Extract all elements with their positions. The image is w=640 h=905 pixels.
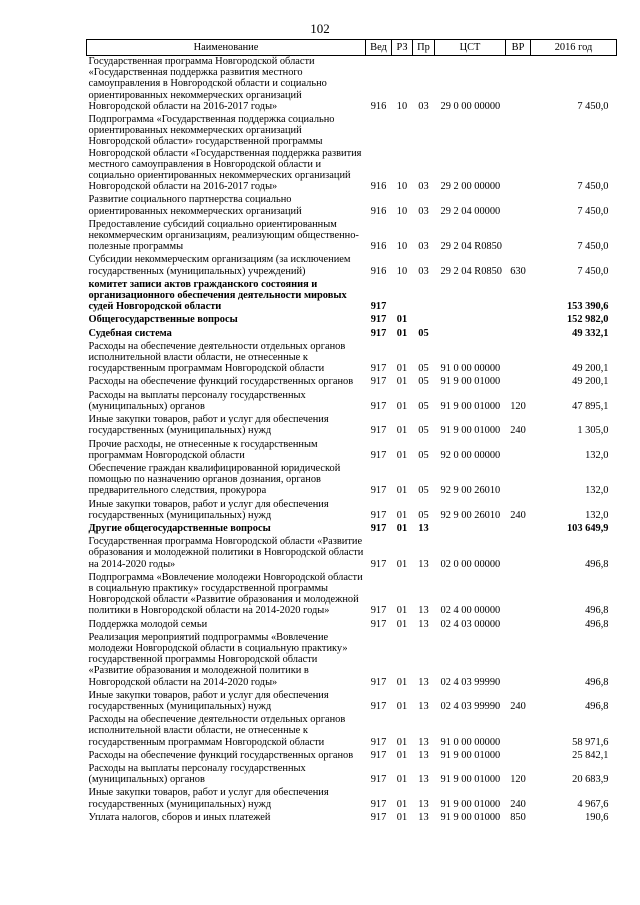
- cell-vr: 850: [510, 811, 526, 823]
- header-vr: ВР: [506, 40, 531, 56]
- cell-rz: 01: [396, 700, 408, 712]
- cell-cst: [435, 523, 506, 536]
- table-row: [87, 279, 617, 315]
- cell-pr: 13: [418, 558, 429, 570]
- cell-cst: 91 9 00 01000: [440, 798, 501, 810]
- cell-rz: 01: [396, 736, 408, 748]
- cell-sum: 103 649,9: [566, 522, 609, 534]
- cell-name: Расходы на обеспечение функций государственных органов: [88, 376, 354, 388]
- table-row: [87, 812, 617, 825]
- cell-rz: 01: [396, 376, 408, 388]
- cell-name: Уплата налогов, сборов и иных платежей: [88, 811, 271, 823]
- cell-ved: 917: [370, 376, 387, 388]
- cell-vr: 240: [510, 509, 526, 521]
- cell-pr: 05: [418, 425, 429, 437]
- cell-ved: 917: [370, 749, 387, 761]
- cell-name: Общегосударственные вопросы: [88, 314, 238, 326]
- cell-sum: 496,8: [585, 700, 609, 712]
- cell-cst: 02 4 00 00000: [440, 605, 501, 617]
- cell-pr: 03: [418, 241, 429, 253]
- cell-rz: 01: [396, 798, 408, 810]
- cell-sum: 496,8: [585, 676, 609, 688]
- cell-pr: 05: [418, 449, 429, 461]
- cell-cst: [435, 314, 506, 327]
- table-row: [87, 114, 617, 194]
- cell-rz: 01: [396, 485, 408, 497]
- cell-ved: 917: [370, 798, 387, 810]
- cell-rz: 01: [396, 363, 408, 375]
- cell-name: Подпрограмма «Государственная поддержка социально ориентированных некоммерческих организаций Новгородской области» государственной программы Новгородской области «Государственная поддержка развития местного самоуправления в Новгородской области и социально ориентированных некоммерческих организаций Новгородской области на 2016-2017 годы»: [88, 114, 362, 193]
- cell-sum: 1 305,0: [577, 425, 609, 437]
- cell-vr: [506, 536, 531, 572]
- cell-sum: 7 450,0: [577, 100, 609, 112]
- cell-ved: 917: [370, 363, 387, 375]
- header-rz: РЗ: [392, 40, 413, 56]
- cell-cst: 02 4 03 00000: [440, 618, 501, 630]
- cell-rz: 01: [396, 811, 408, 823]
- cell-cst: 29 2 00 00000: [440, 181, 501, 193]
- cell-rz: 01: [396, 522, 408, 534]
- table-row: [87, 690, 617, 714]
- cell-rz: 10: [396, 265, 408, 277]
- cell-sum: 132,0: [585, 509, 609, 521]
- header-ved: Вед: [366, 40, 392, 56]
- table-row: [87, 572, 617, 619]
- table-header-row: [87, 40, 617, 56]
- cell-pr: 05: [418, 509, 429, 521]
- cell-pr: 03: [418, 205, 429, 217]
- cell-rz: 01: [396, 327, 408, 339]
- cell-vr: [506, 439, 531, 463]
- cell-cst: 91 9 00 01000: [440, 774, 501, 786]
- header-cst: ЦСТ: [435, 40, 506, 56]
- table-row: [87, 750, 617, 763]
- cell-sum: 132,0: [585, 449, 609, 461]
- cell-ved: 917: [370, 774, 387, 786]
- cell-ved: 917: [370, 314, 387, 326]
- table-row: [87, 787, 617, 811]
- table-row: [87, 328, 617, 341]
- table-row: [87, 619, 617, 632]
- cell-rz: 01: [396, 676, 408, 688]
- cell-cst: 91 9 00 01000: [440, 400, 501, 412]
- cell-name: Реализация мероприятий подпрограммы «Вовлечение молодежи Новгородской области в социальную практику» государственной программы Новгородской области «Развитие образования и молодежной политики в Новгородской области на 2014-2020 годы»: [88, 631, 348, 688]
- cell-ved: 917: [370, 449, 387, 461]
- cell-sum: 25 842,1: [572, 749, 609, 761]
- table-row: [87, 763, 617, 787]
- cell-name: Расходы на обеспечение деятельности отдельных органов исполнительной власти области, не отнесенные к государственным программам Новгородской области: [88, 340, 346, 375]
- cell-ved: 917: [370, 522, 387, 534]
- cell-ved: 917: [370, 605, 387, 617]
- cell-name: Расходы на выплаты персоналу государственных (муниципальных) органов: [88, 389, 306, 412]
- cell-cst: 92 9 00 26010: [440, 485, 501, 497]
- cell-cst: [435, 279, 506, 315]
- cell-name: Поддержка молодой семьи: [88, 618, 208, 630]
- cell-ved: 917: [370, 736, 387, 748]
- cell-pr: 13: [418, 522, 429, 534]
- cell-ved: 916: [370, 100, 387, 112]
- cell-vr: 240: [510, 798, 526, 810]
- cell-vr: [506, 114, 531, 194]
- cell-sum: 7 450,0: [577, 181, 609, 193]
- cell-sum: 132,0: [585, 485, 609, 497]
- cell-pr: 13: [418, 811, 429, 823]
- header-pr: Пр: [413, 40, 435, 56]
- table-row: [87, 499, 617, 523]
- cell-name: Расходы на выплаты персоналу государственных (муниципальных) органов: [88, 762, 306, 786]
- cell-vr: [506, 219, 531, 255]
- cell-ved: 916: [370, 241, 387, 253]
- cell-vr: 240: [510, 425, 526, 437]
- table-row: [87, 523, 617, 536]
- cell-rz: [392, 279, 413, 315]
- cell-ved: 917: [370, 400, 387, 412]
- table-row: [87, 714, 617, 750]
- cell-pr: 03: [418, 181, 429, 193]
- table-row: [87, 463, 617, 499]
- cell-pr: 13: [418, 618, 429, 630]
- cell-rz: 10: [396, 181, 408, 193]
- cell-name: Развитие социального партнерства социально ориентированных некоммерческих организаций: [88, 194, 302, 217]
- cell-name: Обеспечение граждан квалифицированной юридической помощью по назначению органов дознания, органов предварительного следствия, прокурора: [88, 462, 341, 497]
- cell-rz: 01: [396, 605, 408, 617]
- table-row: [87, 536, 617, 572]
- cell-pr: 03: [418, 265, 429, 277]
- cell-pr: 13: [418, 798, 429, 810]
- table-row: [87, 314, 617, 327]
- cell-cst: 29 2 04 R0850: [440, 241, 502, 253]
- cell-pr: [413, 314, 435, 327]
- cell-ved: 917: [370, 811, 387, 823]
- cell-cst: 91 9 00 01000: [440, 425, 501, 437]
- cell-vr: [506, 714, 531, 750]
- cell-pr: 13: [418, 736, 429, 748]
- cell-name: Подпрограмма «Вовлечение молодежи Новгородской области в социальную практику» государственной программы Новгородской области «Развитие образования и молодежной политики в Новгородской области на 2014-2020 годы»: [88, 571, 363, 617]
- table-row: [87, 254, 617, 278]
- header-name: Наименование: [87, 40, 366, 56]
- cell-ved: 916: [370, 205, 387, 217]
- cell-cst: 02 0 00 00000: [440, 558, 501, 570]
- cell-pr: 13: [418, 605, 429, 617]
- cell-rz: 01: [396, 558, 408, 570]
- budget-table: [86, 39, 617, 825]
- cell-vr: 120: [510, 400, 526, 412]
- cell-name: Прочие расходы, не отнесенные к государственным программам Новгородской области: [88, 438, 318, 461]
- cell-name: Расходы на обеспечение деятельности отдельных органов исполнительной власти области, не отнесенные к государственным программам Новгородской области: [88, 714, 346, 748]
- cell-cst: 02 4 03 99990: [440, 700, 501, 712]
- cell-sum: 190,6: [585, 811, 609, 823]
- cell-rz: 10: [396, 205, 408, 217]
- cell-name: Иные закупки товаров, работ и услуг для обеспечения государственных (муниципальных) нужд: [88, 787, 329, 810]
- cell-vr: [506, 194, 531, 218]
- cell-pr: 05: [418, 485, 429, 497]
- cell-pr: 05: [418, 376, 429, 388]
- cell-sum: 49 200,1: [572, 363, 609, 375]
- cell-cst: 29 2 04 R0850: [440, 265, 502, 277]
- cell-rz: 01: [396, 449, 408, 461]
- cell-vr: 240: [510, 700, 526, 712]
- cell-rz: 01: [396, 425, 408, 437]
- cell-cst: 91 9 00 01000: [440, 749, 501, 761]
- table-row: [87, 439, 617, 463]
- cell-name: Иные закупки товаров, работ и услуг для обеспечения государственных (муниципальных) нужд: [88, 498, 329, 521]
- cell-vr: 120: [510, 774, 526, 786]
- cell-name: Государственная программа Новгородской области «Развитие образования и молодежной политики в Новгородской области на 2014-2020 годы»: [88, 536, 364, 570]
- cell-cst: 29 0 00 00000: [440, 100, 501, 112]
- table-row: [87, 632, 617, 690]
- cell-name: Субсидии некоммерческим организациям (за исключением государственных (муниципальных) учреждений): [88, 254, 351, 277]
- cell-ved: 917: [370, 327, 387, 339]
- cell-cst: 91 0 00 00000: [440, 363, 501, 375]
- table-row: [87, 194, 617, 218]
- cell-rz: 01: [396, 509, 408, 521]
- cell-vr: [506, 619, 531, 632]
- cell-sum: 7 450,0: [577, 205, 609, 217]
- cell-cst: 92 9 00 26010: [440, 509, 501, 521]
- cell-sum: 4 967,6: [577, 798, 609, 810]
- cell-cst: 02 4 03 99990: [440, 676, 501, 688]
- cell-ved: 916: [370, 181, 387, 193]
- cell-vr: [506, 328, 531, 341]
- cell-sum: 7 450,0: [577, 241, 609, 253]
- table-row: [87, 219, 617, 255]
- cell-cst: [435, 328, 506, 341]
- table-row: [87, 376, 617, 389]
- cell-cst: 92 0 00 00000: [440, 449, 501, 461]
- cell-ved: 917: [370, 301, 387, 313]
- cell-vr: [506, 750, 531, 763]
- cell-cst: 29 2 04 00000: [440, 205, 501, 217]
- cell-pr: [413, 279, 435, 315]
- table-row: [87, 390, 617, 414]
- page-number: 102: [310, 21, 330, 36]
- cell-name: Другие общегосударственные вопросы: [88, 522, 271, 534]
- cell-vr: [506, 572, 531, 619]
- cell-cst: 91 9 00 01000: [440, 811, 501, 823]
- cell-rz: 01: [396, 400, 408, 412]
- cell-name: Иные закупки товаров, работ и услуг для обеспечения государственных (муниципальных) нужд: [88, 689, 329, 712]
- cell-pr: 13: [418, 749, 429, 761]
- cell-name: комитет записи актов гражданского состояния и организационного обеспечения деятельности мировых судей Новгородской области: [88, 278, 347, 313]
- cell-vr: 630: [510, 265, 526, 277]
- cell-sum: 20 683,9: [572, 774, 609, 786]
- cell-rz: 10: [396, 241, 408, 253]
- cell-rz: 01: [396, 774, 408, 786]
- table-row: [87, 341, 617, 377]
- cell-vr: [506, 314, 531, 327]
- cell-vr: [506, 279, 531, 315]
- cell-name: Расходы на обеспечение функций государственных органов: [88, 749, 354, 761]
- cell-sum: 7 450,0: [577, 265, 609, 277]
- cell-sum: 49 200,1: [572, 376, 609, 388]
- cell-ved: 916: [370, 265, 387, 277]
- cell-sum: 47 895,1: [572, 400, 609, 412]
- cell-pr: 05: [418, 400, 429, 412]
- cell-sum: 58 971,6: [572, 736, 609, 748]
- cell-name: Судебная система: [88, 327, 172, 339]
- cell-pr: 03: [418, 100, 429, 112]
- cell-rz: 01: [396, 618, 408, 630]
- cell-vr: [506, 341, 531, 377]
- cell-vr: [506, 523, 531, 536]
- table-row: [87, 414, 617, 438]
- cell-cst: 91 0 00 00000: [440, 736, 501, 748]
- cell-ved: 917: [370, 676, 387, 688]
- cell-ved: 917: [370, 509, 387, 521]
- cell-sum: 152 982,0: [566, 314, 609, 326]
- table-body: [87, 56, 617, 826]
- cell-rz: 10: [396, 100, 408, 112]
- cell-pr: 13: [418, 676, 429, 688]
- cell-name: Иные закупки товаров, работ и услуг для обеспечения государственных (муниципальных) нужд: [88, 414, 329, 437]
- cell-name: Предоставление субсидий социально ориентированным некоммерческим организациям, реализующим общественно-полезные программы: [88, 218, 359, 253]
- cell-pr: 05: [418, 327, 429, 339]
- cell-cst: 91 9 00 01000: [440, 376, 501, 388]
- cell-sum: 153 390,6: [566, 301, 609, 313]
- cell-vr: [506, 376, 531, 389]
- cell-ved: 917: [370, 700, 387, 712]
- cell-sum: 496,8: [585, 605, 609, 617]
- cell-name: Государственная программа Новгородской области «Государственная поддержка развития местного самоуправления в Новгородской области и социально ориентированных некоммерческих организаций Новгородской области на 2016-2017 годы»: [88, 56, 327, 112]
- cell-ved: 917: [370, 618, 387, 630]
- cell-pr: 05: [418, 363, 429, 375]
- cell-pr: 13: [418, 774, 429, 786]
- cell-ved: 917: [370, 485, 387, 497]
- cell-vr: [506, 632, 531, 690]
- cell-vr: [506, 463, 531, 499]
- cell-sum: 496,8: [585, 618, 609, 630]
- cell-rz: 01: [396, 314, 408, 326]
- table-row: [87, 56, 617, 115]
- cell-sum: 49 332,1: [572, 327, 609, 339]
- cell-pr: 13: [418, 700, 429, 712]
- cell-rz: 01: [396, 749, 408, 761]
- cell-vr: [506, 56, 531, 115]
- cell-ved: 917: [370, 425, 387, 437]
- cell-sum: 496,8: [585, 558, 609, 570]
- header-sum: 2016 год: [531, 40, 617, 56]
- cell-ved: 917: [370, 558, 387, 570]
